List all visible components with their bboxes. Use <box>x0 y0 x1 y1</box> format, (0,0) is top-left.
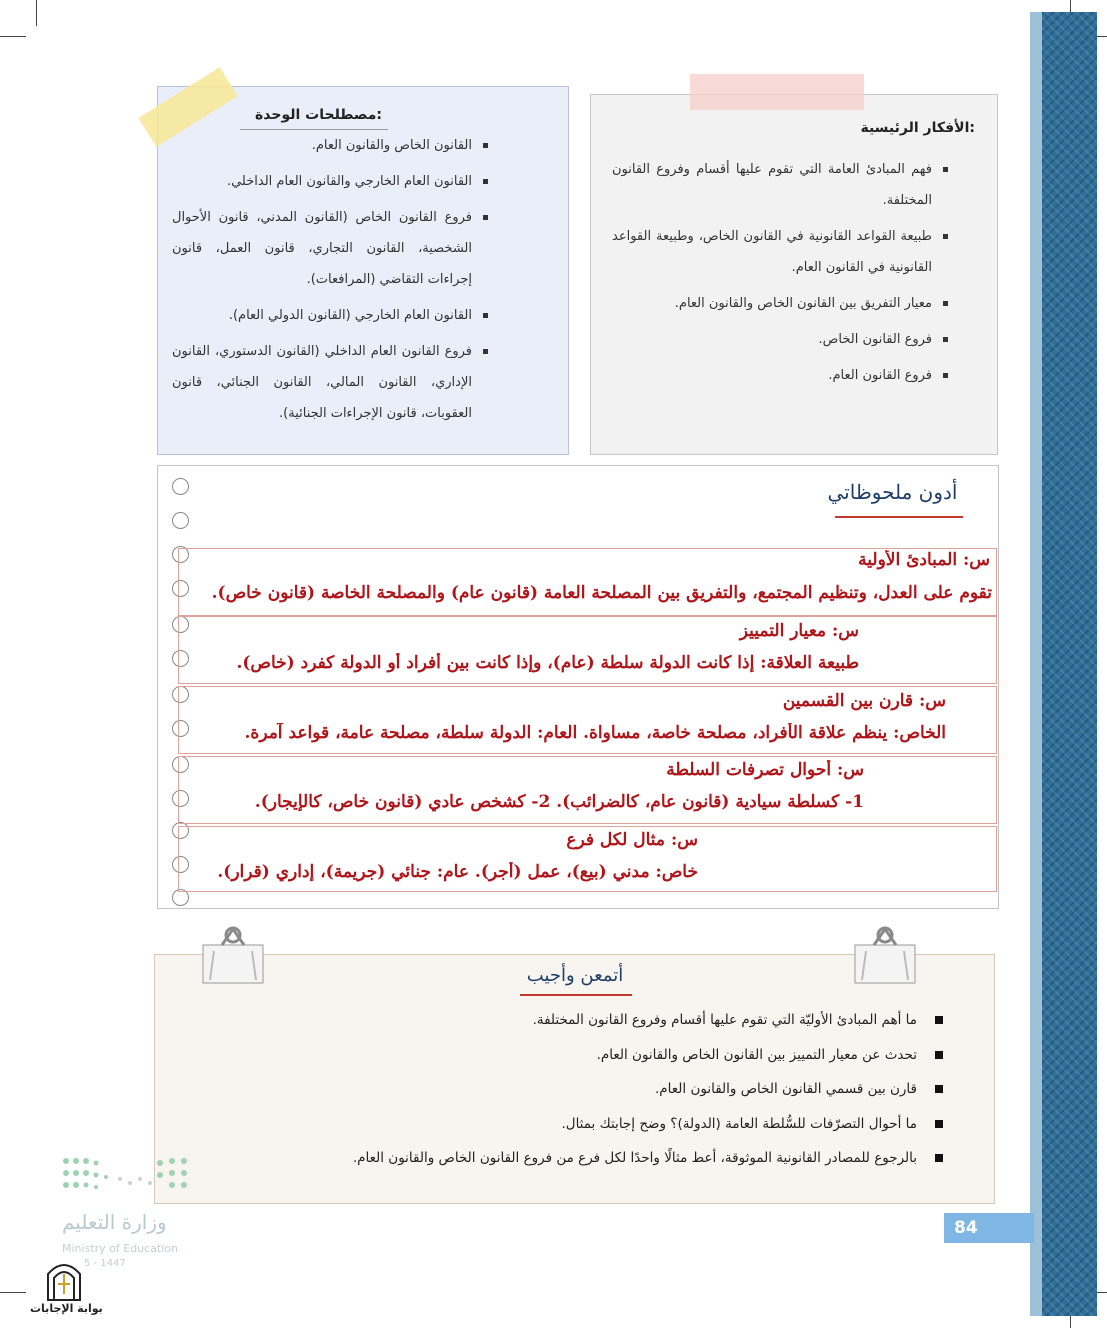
notes-title: أدون ملحوظاتي <box>827 480 958 504</box>
note-question: س: مثال لكل فرع <box>566 830 698 850</box>
main-ideas-heading: الأفكار الرئيسية: <box>860 120 975 136</box>
list-item: طبيعة القواعد القانونية في القانون الخاص، وطبيعة القواعد القانونية في القانون العام. <box>612 221 950 283</box>
list-item: ما أحوال التصرّفات للسُّلطة العامة (الدولة)؟ وضح إجابتك بمثال. <box>185 1107 945 1142</box>
unit-terms-list <box>172 130 490 429</box>
binder-clip-icon <box>852 925 918 985</box>
note-answer: تقوم على العدل، وتنظيم المجتمع، والتفريق بين المصلحة العامة (قانون عام) والمصلحة الخاصة (قانون خاص). <box>211 583 992 603</box>
note-answer: طبيعة العلاقة: إذا كانت الدولة سلطة (عام)، وإذا كانت بين أفراد أو الدولة كفرد (خاص). <box>236 653 859 673</box>
list-item: بالرجوع للمصادر القانونية الموثوقة، أعط مثالًا واحدًا لكل فرع من فروع القانون الخاص والقانون العام. <box>185 1141 945 1176</box>
note-answer: الخاص: ينظم علاقة الأفراد، مصلحة خاصة، مساواة. العام: الدولة سلطة، مصلحة عامة، قواعد آمرة. <box>244 723 946 743</box>
binder-ring-icon <box>172 478 189 495</box>
page-spine-decoration <box>1042 12 1097 1316</box>
notes-title-underline <box>835 516 963 518</box>
page-number-badge <box>944 1213 1034 1243</box>
ministry-name-english: Ministry of Education <box>62 1242 179 1255</box>
list-item: القانون الخاص والقانون العام. <box>172 130 490 161</box>
reflect-title: أتمعن وأجيب <box>526 965 624 986</box>
ministry-year: 5 - 1447 <box>84 1258 126 1269</box>
list-item: تحدث عن معيار التمييز بين القانون الخاص والقانون العام. <box>185 1038 945 1073</box>
reflect-title-underline <box>520 994 632 996</box>
list-item: فروع القانون العام. <box>612 360 950 391</box>
crop-mark <box>36 0 37 26</box>
note-question: س: أحوال تصرفات السلطة <box>666 760 864 780</box>
unit-terms-heading: مصطلحات الوحدة: <box>255 107 382 123</box>
list-item: القانون العام الخارجي (القانون الدولي العام). <box>172 300 490 331</box>
list-item: القانون العام الخارجي والقانون العام الداخلي. <box>172 166 490 197</box>
ministry-name-arabic: وزارة التعليم <box>62 1210 167 1234</box>
list-item: فروع القانون الخاص (القانون المدني، قانون الأحوال الشخصية، القانون التجاري، قانون العمل، قانون إجراءات التقاضي (المرافعات). <box>172 202 490 295</box>
binder-ring-icon <box>172 512 189 529</box>
binder-clip-icon <box>200 925 266 985</box>
reflect-question-list <box>185 1003 945 1176</box>
list-item: فهم المبادئ العامة التي تقوم عليها أقسام وفروع القانون المختلفة. <box>612 154 950 216</box>
crop-mark <box>0 1292 26 1293</box>
site-logo-text: بوابة الإجابات <box>30 1302 103 1315</box>
crop-mark <box>0 36 26 37</box>
list-item: معيار التفريق بين القانون الخاص والقانون العام. <box>612 288 950 319</box>
page-spine-edge <box>1030 12 1042 1316</box>
note-answer: خاص: مدني (بيع)، عمل (أجر). عام: جنائي (جريمة)، إداري (قرار). <box>217 862 698 882</box>
list-item: فروع القانون العام الداخلي (القانون الدستوري، القانون الإداري، القانون المالي، القانون الجنائي، قانون العقوبات، قانون الإجراءات الجنائية). <box>172 336 490 429</box>
tape-decoration <box>690 74 864 110</box>
note-answer: 1- كسلطة سيادية (قانون عام، كالضرائب). 2- كشخص عادي (قانون خاص، كالإيجار). <box>254 792 864 812</box>
list-item: قارن بين قسمي القانون الخاص والقانون العام. <box>185 1072 945 1107</box>
list-item: ما أهم المبادئ الأوليّة التي تقوم عليها أقسام وفروع القانون المختلفة. <box>185 1003 945 1038</box>
note-question: س: قارن بين القسمين <box>782 691 946 711</box>
main-ideas-list <box>612 154 950 391</box>
note-question: س: معيار التمييز <box>739 621 859 641</box>
page-number: 84 <box>954 1218 978 1238</box>
list-item: فروع القانون الخاص. <box>612 324 950 355</box>
gate-logo-icon <box>44 1256 84 1302</box>
ministry-logo-dots-icon <box>60 1155 200 1199</box>
note-question: س: المبادئ الأولية <box>858 550 990 570</box>
